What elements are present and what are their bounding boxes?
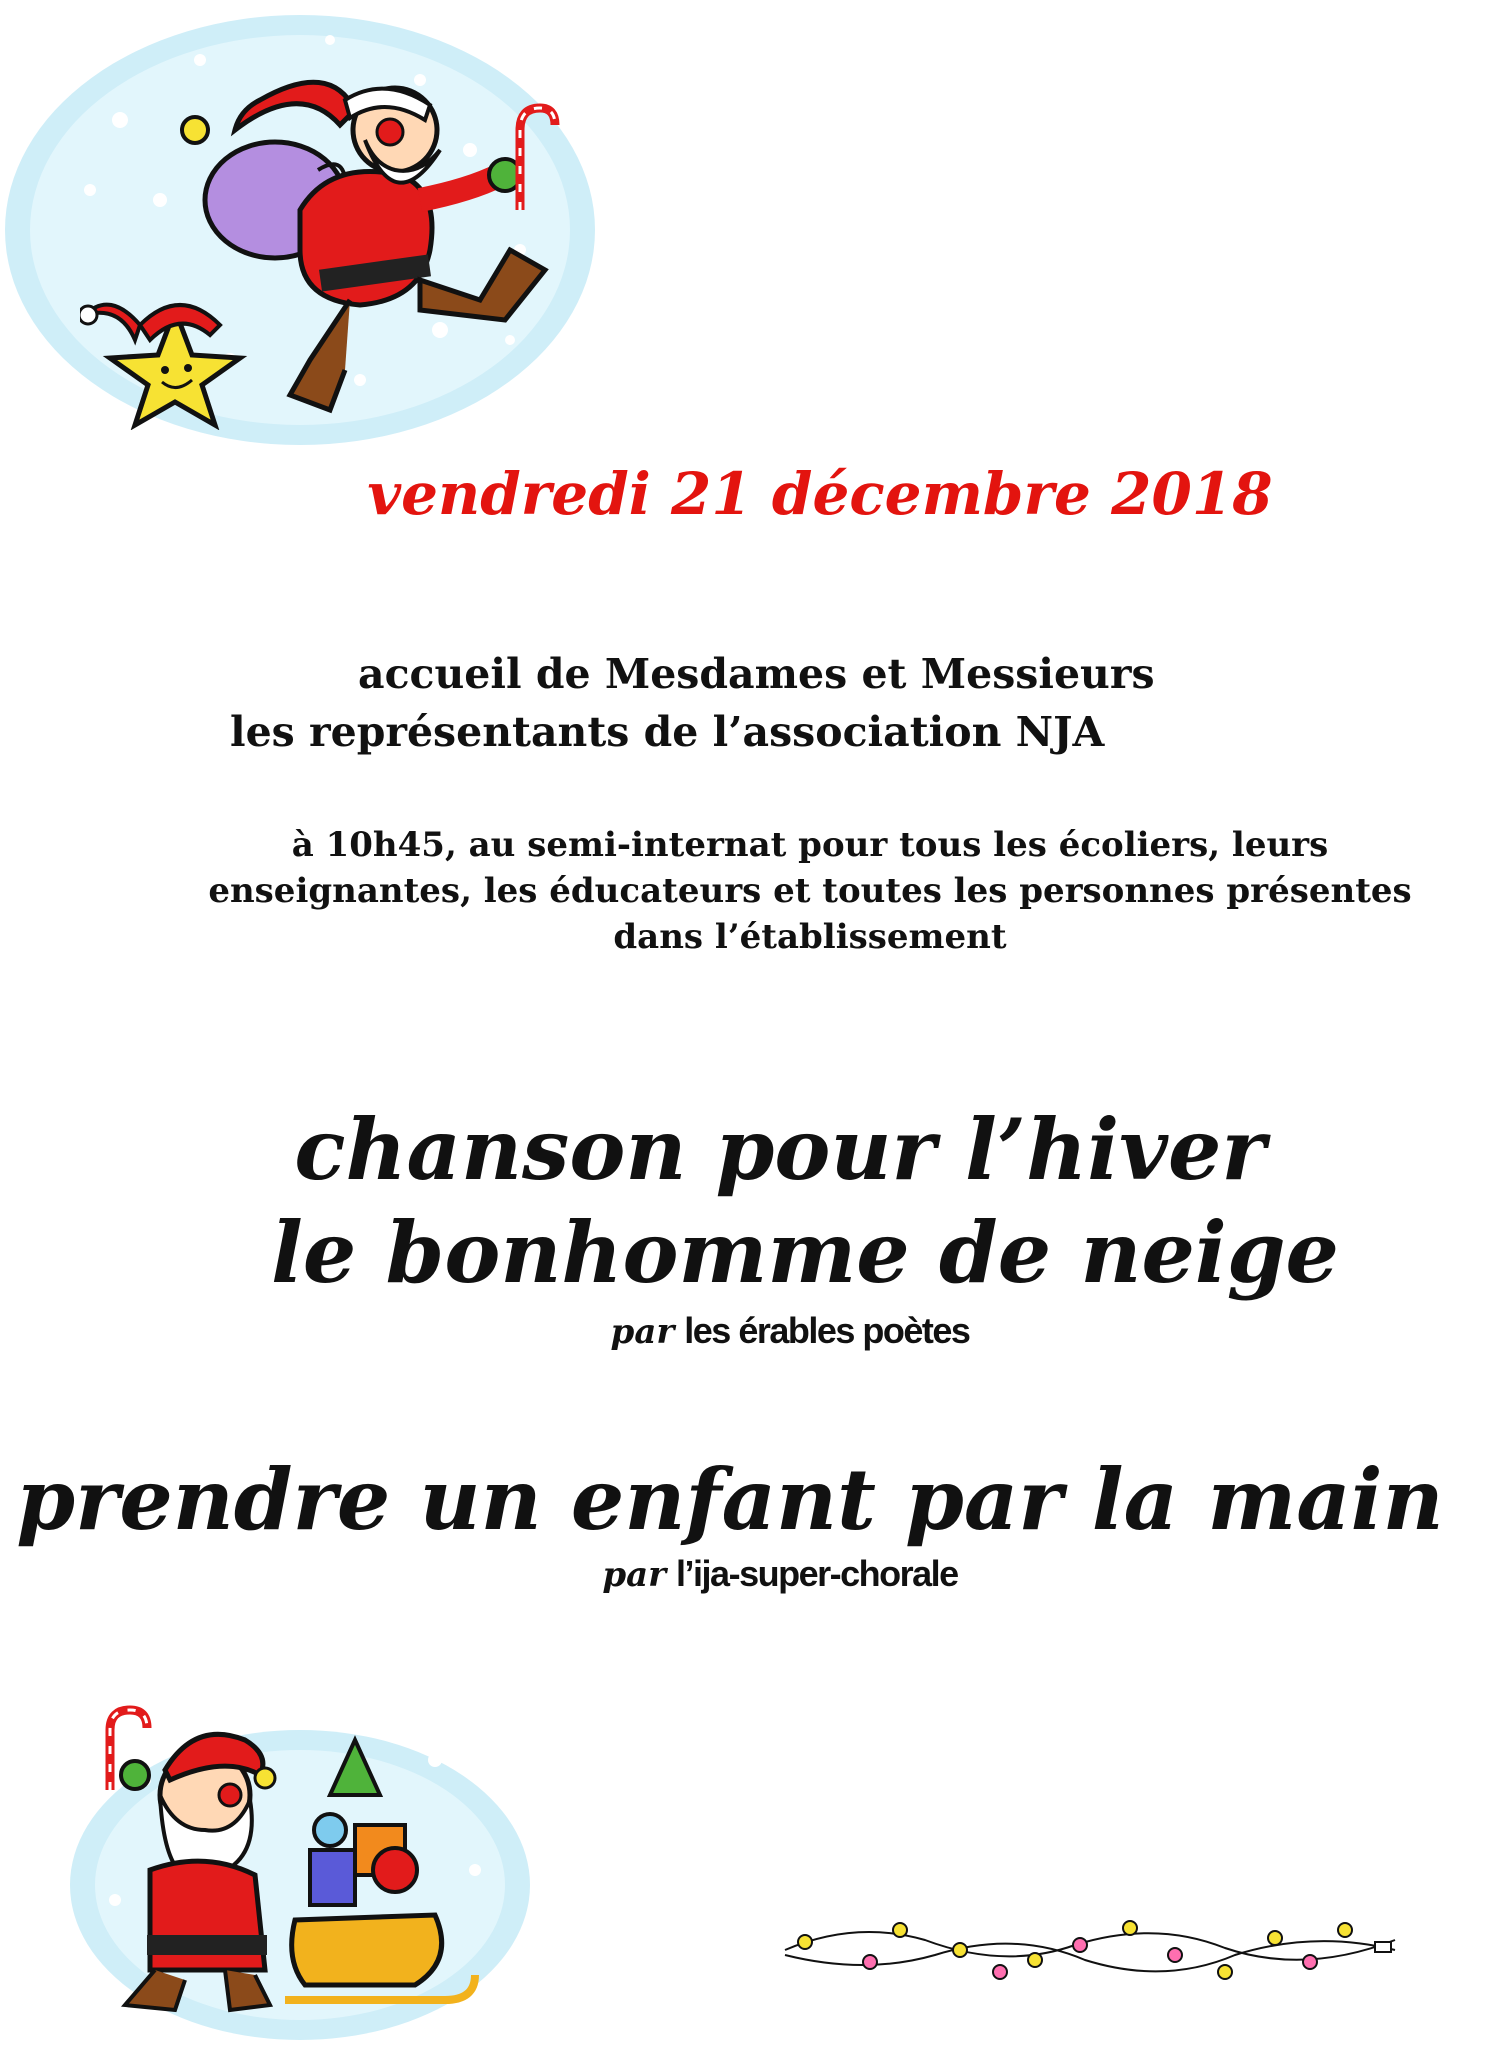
details-line: enseignantes, les éducateurs et toutes les personnes présentes	[208, 871, 1412, 911]
song-1-title-line-2: le bonhomme de neige	[270, 1203, 1339, 1302]
song-2-byline	[0, 1553, 1500, 1595]
by-word: par	[610, 1312, 675, 1352]
santa-with-sleigh-icon	[55, 1700, 535, 2040]
welcome-line-1: accueil de Mesdames et Messieurs	[358, 650, 1155, 698]
string-lights-icon	[775, 1900, 1415, 1990]
song-2-title: prendre un enfant par la main	[16, 1450, 1444, 1549]
details-line: à 10h45, au semi-internat pour tous les écoliers, leurs	[291, 825, 1329, 865]
song-1-performer: les érables poètes	[684, 1310, 970, 1351]
details-line: dans l’établissement	[613, 917, 1007, 957]
by-word: par	[602, 1555, 667, 1595]
event-details	[140, 822, 1480, 960]
star-with-hat-icon	[80, 280, 270, 430]
song-2-performer: l’ija-super-chorale	[676, 1553, 958, 1594]
event-date: vendredi 21 décembre 2018	[367, 460, 1273, 528]
song-1-byline	[0, 1310, 1500, 1352]
welcome-line-2: les représentants de l’association NJA	[230, 708, 1105, 756]
song-1-title-line-1: chanson pour l’hiver	[294, 1100, 1266, 1199]
